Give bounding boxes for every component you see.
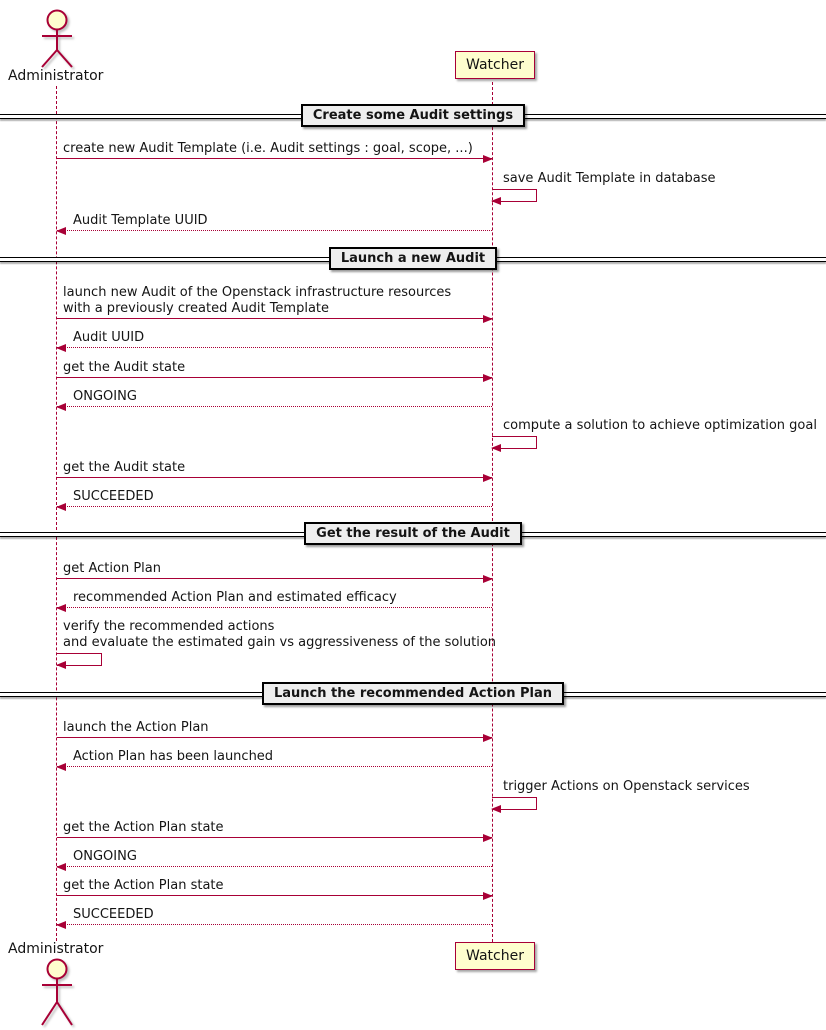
self-loop-arrow [57,653,102,666]
message-label: ONGOING [73,389,137,404]
message-get-audit-state-2 [57,460,492,478]
message-label: Action Plan has been launched [73,749,274,764]
selfmessage-save-audit-template [492,171,716,202]
administrator-label-bottom: Administrator [8,941,104,957]
message-arrow-line [57,158,492,159]
message-get-audit-state-1 [57,360,492,378]
watcher-lifeline [492,82,493,942]
divider-title: Launch a new Audit [329,247,497,270]
message-label: trigger Actions on Openstack services [503,779,750,794]
arrowhead-left-icon [56,661,66,669]
arrowhead-left-icon [56,921,66,929]
message-label: Audit Template UUID [73,213,208,228]
message-action-plan-ongoing [57,849,492,867]
divider-title: Get the result of the Audit [304,522,522,545]
message-arrow-line [57,347,492,348]
administrator-label-top: Administrator [8,68,104,84]
self-loop-arrow [492,436,537,449]
selfmessage-compute-solution [492,418,817,449]
message-label: create new Audit Template (i.e. Audit settings : goal, scope, ...) [63,141,473,156]
arrowhead-right-icon [483,374,493,382]
administrator-actor-icon [34,8,80,70]
arrowhead-left-icon [56,227,66,235]
arrowhead-right-icon [483,834,493,842]
message-label: compute a solution to achieve optimization goal [503,418,817,433]
arrowhead-left-icon [491,444,501,452]
message-label: get the Action Plan state [63,878,224,893]
message-label: and evaluate the estimated gain vs aggressiveness of the solution [63,635,497,650]
message-label: get the Audit state [63,460,186,475]
watcher-participant-bottom: Watcher [455,942,535,970]
administrator-actor-icon-bottom [34,957,80,1029]
arrowhead-right-icon [483,575,493,583]
arrowhead-right-icon [483,892,493,900]
message-label: save Audit Template in database [503,171,716,186]
message-label: get Action Plan [63,561,161,576]
self-loop-arrow [492,189,537,202]
divider-launch-new-audit [0,247,826,270]
message-arrow-line [57,837,492,838]
message-get-action-plan-state-1 [57,820,492,838]
message-label: get the Action Plan state [63,820,224,835]
message-audit-ongoing [57,389,492,407]
message-arrow-line [57,766,492,767]
message-launch-new-audit [57,285,492,319]
message-arrow-line [57,924,492,925]
arrowhead-right-icon [483,734,493,742]
message-label: verify the recommended actions [63,619,275,634]
message-label: launch the Action Plan [63,720,209,735]
message-label: with a previously created Audit Template [63,301,330,316]
message-arrow-line [57,318,492,319]
message-get-action-plan-state-2 [57,878,492,896]
message-arrow-line [57,477,492,478]
arrowhead-left-icon [491,805,501,813]
message-label: SUCCEEDED [73,907,154,922]
message-audit-uuid [57,330,492,348]
divider-title: Create some Audit settings [301,104,525,127]
message-arrow-line [57,578,492,579]
message-action-plan-succeeded [57,907,492,925]
message-get-action-plan [57,561,492,579]
message-create-audit-template [57,141,492,159]
arrowhead-left-icon [56,344,66,352]
selfmessage-verify-actions [57,619,496,666]
message-arrow-line [57,866,492,867]
arrowhead-left-icon [56,863,66,871]
arrowhead-left-icon [491,197,501,205]
arrowhead-right-icon [483,474,493,482]
message-arrow-line [57,895,492,896]
message-label: Audit UUID [73,330,145,345]
message-arrow-line [57,230,492,231]
message-label: ONGOING [73,849,137,864]
arrowhead-left-icon [56,763,66,771]
arrowhead-right-icon [483,155,493,163]
message-launch-action-plan [57,720,492,738]
arrowhead-left-icon [56,503,66,511]
message-audit-succeeded [57,489,492,507]
message-arrow-line [57,607,492,608]
message-action-plan-launched [57,749,492,767]
arrowhead-right-icon [483,315,493,323]
message-recommended-action-plan [57,590,492,608]
self-loop-arrow [492,797,537,810]
selfmessage-trigger-actions [492,779,750,810]
message-arrow-line [57,737,492,738]
divider-get-audit-result [0,522,826,545]
divider-create-audit-settings [0,104,826,127]
message-label: recommended Action Plan and estimated efficacy [73,590,397,605]
arrowhead-left-icon [56,403,66,411]
divider-title: Launch the recommended Action Plan [262,682,564,705]
message-arrow-line [57,377,492,378]
message-audit-template-uuid [57,213,492,231]
arrowhead-left-icon [56,604,66,612]
message-label: get the Audit state [63,360,186,375]
message-arrow-line [57,406,492,407]
message-label: launch new Audit of the Openstack infrastructure resources [63,285,452,300]
message-label: SUCCEEDED [73,489,154,504]
divider-launch-action-plan [0,682,826,705]
watcher-participant-top: Watcher [455,51,535,79]
message-arrow-line [57,506,492,507]
